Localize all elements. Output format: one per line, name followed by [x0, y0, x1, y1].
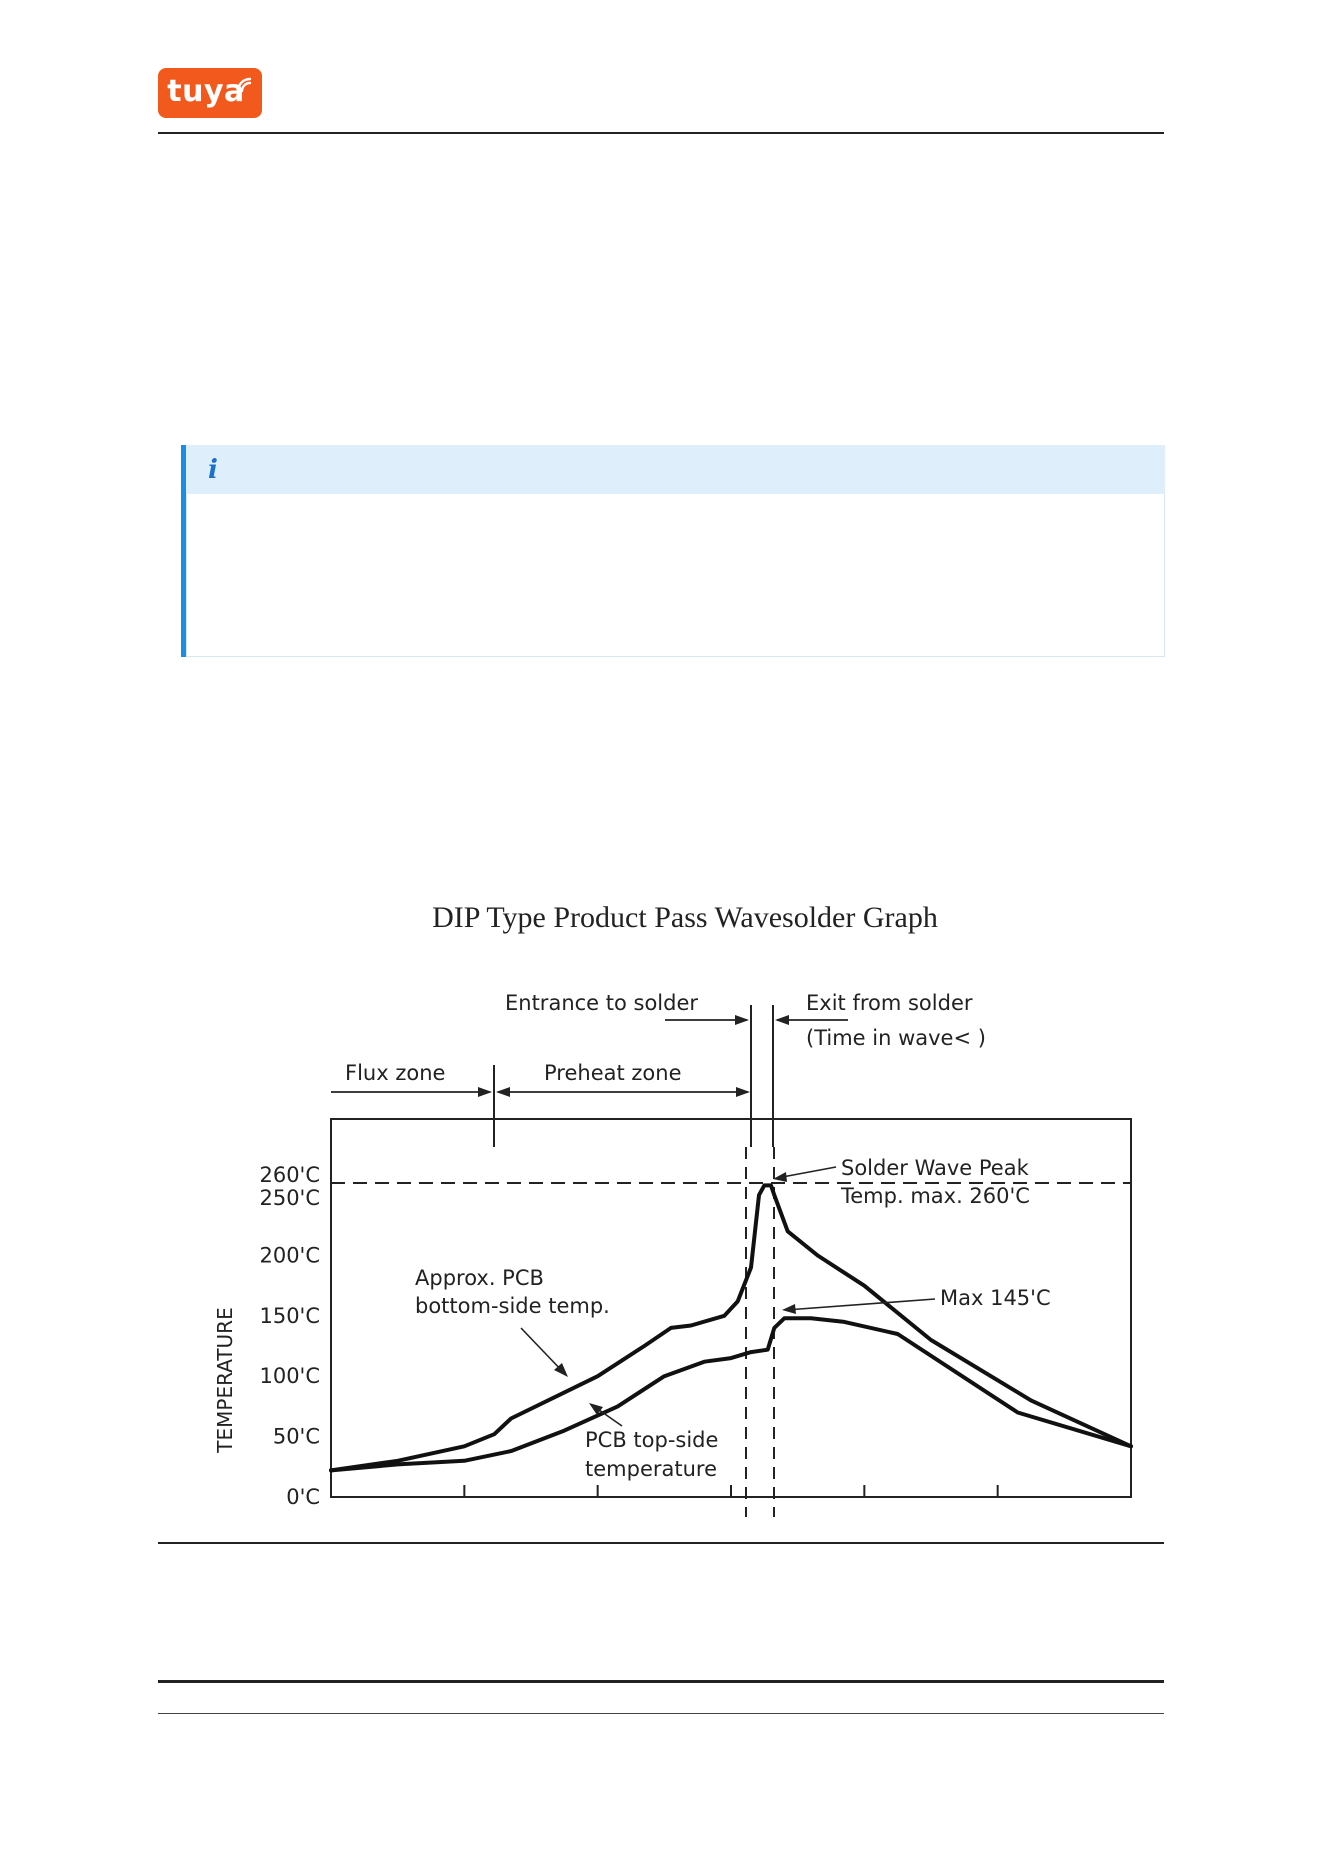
preheat-zone-label: Preheat zone [544, 1061, 682, 1085]
exit-arrowhead [775, 1015, 789, 1025]
flux-zone-label: Flux zone [345, 1061, 446, 1085]
preheat-arrowhead-right [736, 1087, 750, 1097]
footer-divider-thin [158, 1713, 1164, 1714]
entrance-arrowhead [735, 1015, 749, 1025]
y-tick-label: 200'C [259, 1243, 320, 1268]
y-tick-labels [259, 1163, 320, 1509]
info-note [181, 445, 1165, 657]
y-axis-label: TEMPERATURE [213, 1307, 237, 1453]
info-note-header [186, 445, 1165, 494]
y-tick-label: 50'C [272, 1424, 320, 1449]
max-145-annotation: Max 145'C [940, 1286, 1051, 1310]
wavesolder-chart [180, 880, 1156, 1520]
flux-arrowhead [478, 1087, 492, 1097]
top-side-annotation-1: PCB top-side [585, 1428, 719, 1452]
max-145-pointer [786, 1299, 935, 1310]
y-tick-label: 100'C [259, 1364, 320, 1389]
logo-text: tuya [167, 73, 245, 109]
chart-title: DIP Type Product Pass Wavesolder Graph [432, 901, 938, 934]
figure-divider [158, 1542, 1164, 1544]
time-in-wave-label: (Time in wave< ) [806, 1026, 986, 1050]
wavesolder-chart-svg [180, 880, 1156, 1520]
exit-label: Exit from solder [806, 991, 973, 1015]
header-divider [158, 132, 1164, 134]
bottom-side-annotation-2: bottom-side temp. [415, 1294, 610, 1318]
bottom-side-annotation-1: Approx. PCB [415, 1266, 544, 1290]
peak-pointer-head [773, 1172, 787, 1182]
x-tick-marks [331, 1485, 1131, 1497]
preheat-arrowhead-left [496, 1087, 510, 1097]
y-tick-label: 250'C [259, 1186, 320, 1211]
footer-divider-thick [158, 1680, 1164, 1683]
peak-annotation-2: Temp. max. 260'C [841, 1184, 1030, 1208]
max-145-pointer-head [782, 1304, 796, 1314]
y-tick-label: 260'C [259, 1163, 320, 1187]
peak-annotation-1: Solder Wave Peak [841, 1156, 1029, 1180]
y-tick-label: 150'C [259, 1303, 320, 1328]
pcb-bottom-side-curve [331, 1185, 1131, 1470]
entrance-label: Entrance to solder [505, 991, 699, 1015]
y-tick-label: 0'C [286, 1485, 320, 1509]
series-lines [331, 1185, 1131, 1470]
wifi-icon [235, 76, 253, 94]
top-side-annotation-2: temperature [585, 1457, 717, 1481]
info-icon: i [208, 454, 218, 485]
tuya-logo [158, 68, 262, 118]
